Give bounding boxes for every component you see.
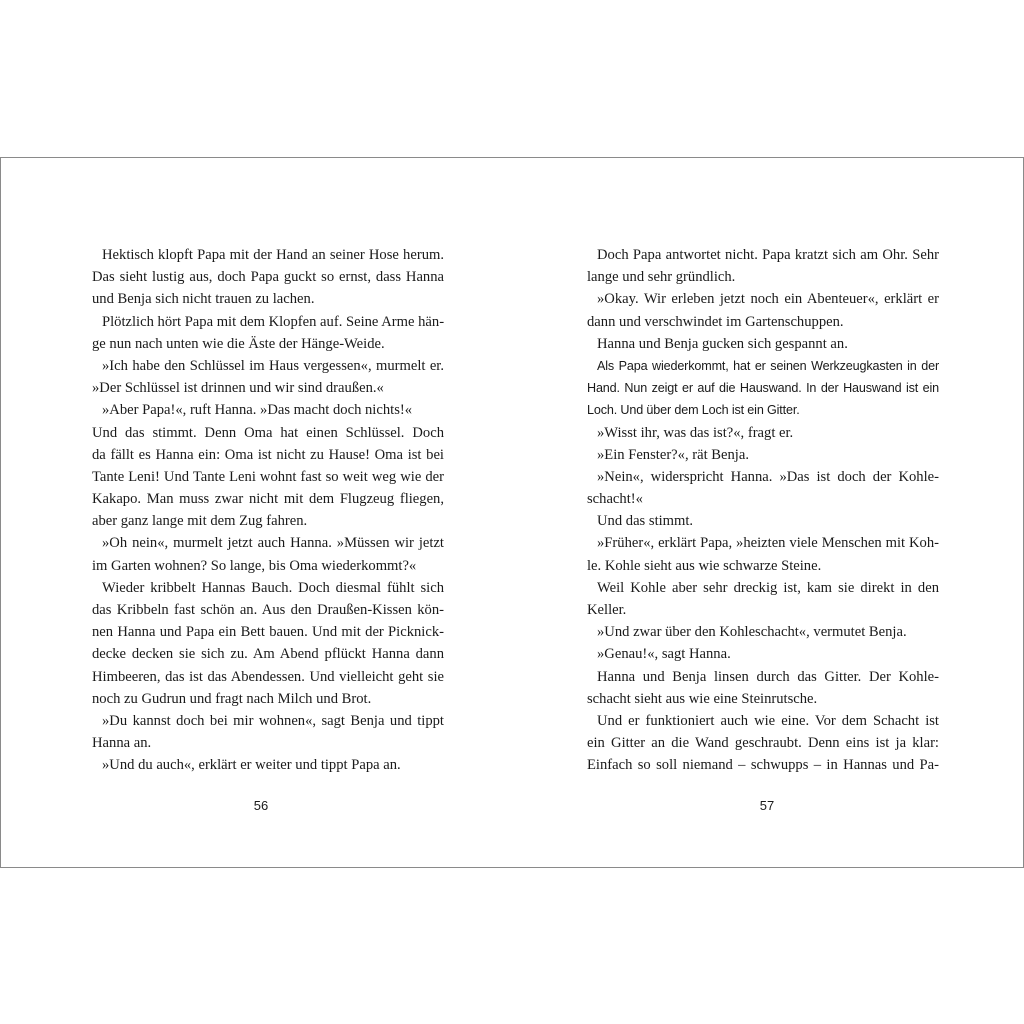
page-number-left: 56 (253, 798, 269, 813)
text-line: lange und sehr gründlich. (587, 269, 736, 286)
text-line: le. Kohle sieht aus wie schwarze Steine. (587, 557, 822, 574)
text-line: decke decken sie sich zu. Am Abend pflückt Hanna dann (92, 646, 444, 663)
text-line: dann und verschwindet im Gartenschuppen. (587, 313, 844, 330)
text-line: »Genau!«, sagt Hanna. (597, 646, 731, 663)
text-line: schacht sieht aus wie eine Steinrutsche. (587, 690, 818, 707)
book-spread (0, 157, 1024, 868)
text-line: »Und du auch«, erklärt er weiter und tippt Papa an. (102, 757, 401, 774)
text-line: Wieder kribbelt Hannas Bauch. Doch diesmal fühlt sich (102, 579, 444, 596)
text-line: Und das stimmt. (597, 513, 694, 530)
text-line: Plötzlich hört Papa mit dem Klopfen auf. Seine Arme hän- (102, 313, 445, 330)
text-line: Doch Papa antwortet nicht. Papa kratzt sich am Ohr. Sehr (597, 247, 939, 263)
text-line: Kakapo. Man muss zwar nicht mit dem Flugzeug fliegen, (92, 491, 444, 508)
text-line: »Oh nein«, murmelt jetzt auch Hanna. »Müssen wir jetzt (102, 535, 444, 552)
text-line: »Ein Fenster?«, rät Benja. (597, 446, 749, 463)
text-line: da fällt es Hanna ein: Oma ist nicht zu Hause! Oma ist bei (92, 446, 444, 463)
right-page-text (587, 244, 939, 777)
text-line: ge nun nach unten wie die Äste der Hänge-Weide. (92, 335, 385, 352)
text-line: nen Hanna und Papa ein Bett bauen. Und mit der Picknick- (92, 624, 444, 641)
text-line: »Okay. Wir erleben jetzt noch ein Abenteuer«, erklärt er (597, 291, 939, 308)
text-line: ein Gitter an die Wand geschraubt. Denn eins ist ja klar: (587, 735, 939, 752)
text-line: Einfach so soll niemand – schwupps – in Hannas und Pa- (587, 757, 939, 774)
text-line: Und er funktioniert auch wie eine. Vor dem Schacht ist (597, 712, 939, 729)
text-line: »Der Schlüssel ist drinnen und wir sind draußen.« (92, 380, 384, 397)
left-page-text (92, 244, 444, 777)
text-line: noch zu Gudrun und fragt nach Milch und Brot. (92, 690, 372, 707)
text-line: Hanna und Benja gucken sich gespannt an. (597, 335, 848, 352)
text-line: Keller. (587, 602, 627, 618)
text-line: Himbeeren, das ist das Abendessen. Und vielleicht geht sie (92, 668, 444, 685)
text-line: Hand. Nun zeigt er auf die Hauswand. In der Hauswand ist ein (587, 381, 939, 396)
text-line: »Nein«, widerspricht Hanna. »Das ist doch der Kohle- (597, 468, 939, 485)
text-line: »Aber Papa!«, ruft Hanna. »Das macht doch nichts!« (102, 402, 413, 419)
text-line: »Du kannst doch bei mir wohnen«, sagt Benja und tippt (102, 712, 444, 729)
text-line: Tante Leni! Und Tante Leni wohnt fast so weit weg wie der (92, 468, 444, 485)
text-line: Das sieht lustig aus, doch Papa guckt so ernst, dass Hanna (92, 269, 444, 286)
text-line: und Benja sich nicht trauen zu lachen. (92, 291, 315, 308)
text-line: »Ich habe den Schlüssel im Haus vergessen«, murmelt er. (102, 357, 444, 374)
text-line: Hanna an. (92, 735, 152, 752)
text-line: Hektisch klopft Papa mit der Hand an seiner Hose herum. (102, 247, 444, 263)
page-number-right: 57 (759, 798, 775, 813)
text-line: »Und zwar über den Kohleschacht«, vermutet Benja. (597, 624, 907, 641)
text-line: Hanna und Benja linsen durch das Gitter. Der Kohle- (597, 668, 939, 685)
text-line: im Garten wohnen? So lange, bis Oma wiederkommt?« (92, 557, 417, 574)
text-line: das Kribbeln fast schön an. Aus den Draußen-Kissen kön- (92, 602, 444, 618)
text-line: aber ganz lange mit dem Zug fahren. (92, 513, 308, 530)
text-line: »Wisst ihr, was das ist?«, fragt er. (597, 424, 794, 441)
text-line: Und das stimmt. Denn Oma hat einen Schlüssel. Doch (92, 424, 444, 441)
text-line: Loch. Und über dem Loch ist ein Gitter. (587, 403, 800, 418)
text-line: Als Papa wiederkommt, hat er seinen Werkzeugkasten in der (597, 358, 939, 373)
text-line: Weil Kohle aber sehr dreckig ist, kam sie direkt in den (597, 579, 939, 596)
text-line: »Früher«, erklärt Papa, »heizten viele Menschen mit Koh- (597, 535, 939, 552)
text-line: schacht!« (587, 491, 643, 508)
